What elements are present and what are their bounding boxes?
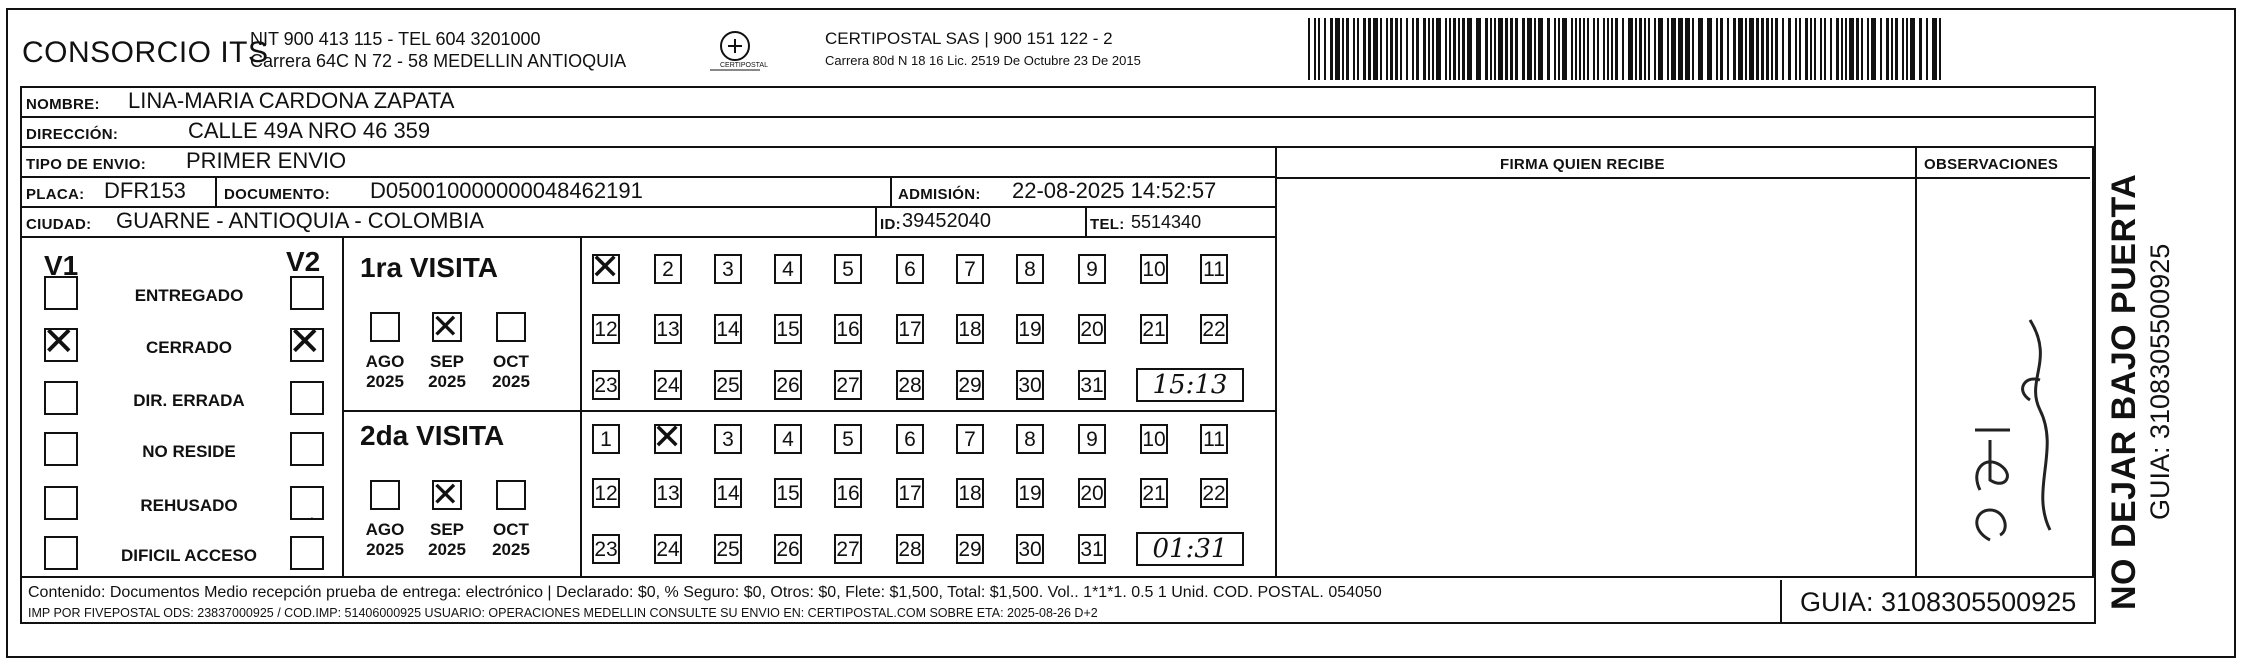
second-day-box[interactable]: 27 [834, 534, 862, 564]
second-day-box[interactable]: 15 [774, 478, 802, 508]
first-day-box[interactable]: 27 [834, 370, 862, 400]
second-day-box[interactable]: 7 [956, 424, 984, 454]
second-day-box[interactable]: 11 [1200, 424, 1228, 454]
check-x-icon: ✕ [288, 319, 322, 365]
first-day-box[interactable]: 9 [1078, 254, 1106, 284]
nombre-label: NOMBRE: [26, 96, 100, 113]
check-x-icon: ✕ [652, 417, 683, 458]
first-day-box[interactable]: 31 [1078, 370, 1106, 400]
first-day-box[interactable]: 26 [774, 370, 802, 400]
second-day-box[interactable]: 19 [1016, 478, 1044, 508]
second-month-checkbox[interactable] [496, 480, 526, 510]
footer-content: Contenido: Documentos Medio recepción prueba de entrega: electrónico | Declarado: $0, % Seguro: $0, Otros: $0, Flete: $1,500, Total: $1,500. Vol.. 1*1*1. 0.5 1 Unid. COD. POSTAL. 054050 [28, 584, 1382, 601]
second-day-box[interactable]: 22 [1200, 478, 1228, 508]
first-day-box[interactable]: 24 [654, 370, 682, 400]
second-day-box[interactable]: 25 [714, 534, 742, 564]
second-day-box[interactable]: 5 [834, 424, 862, 454]
first-day-box[interactable]: 12 [592, 314, 620, 344]
status-label: ENTREGADO [134, 286, 244, 305]
status-label: DIFICIL ACCESO [120, 546, 257, 565]
check-x-icon: ✕ [590, 247, 621, 288]
tel-value: 5514340 [1131, 212, 1202, 232]
first-month-label [484, 352, 538, 392]
first-month-checkbox[interactable] [431, 307, 462, 347]
second-day-box[interactable]: 30 [1016, 534, 1044, 564]
first-day-box[interactable]: 7 [956, 254, 984, 284]
first-day-box[interactable]: 13 [654, 314, 682, 344]
second-day-box[interactable]: 28 [896, 534, 924, 564]
nombre-value: LINA-MARIA CARDONA ZAPATA [128, 88, 455, 113]
v2-checkbox[interactable] [290, 276, 324, 310]
month-year: 2025 [428, 372, 466, 391]
cert-line-1: CERTIPOSTAL SAS | 900 151 122 - 2 [825, 29, 1113, 48]
first-day-box[interactable]: 30 [1016, 370, 1044, 400]
nit-line: NIT 900 413 115 - TEL 604 3201000 [250, 29, 541, 49]
first-day-box[interactable]: 8 [1016, 254, 1044, 284]
first-day-box[interactable]: 16 [834, 314, 862, 344]
first-day-box[interactable]: 29 [956, 370, 984, 400]
first-time-box: 15:13 [1136, 368, 1244, 402]
v1-checkbox[interactable] [44, 486, 78, 520]
month-name: AGO [365, 352, 405, 371]
tipo-value: PRIMER ENVIO [186, 148, 347, 173]
first-month-checkbox[interactable] [370, 312, 400, 342]
placa-label: PLACA: [26, 186, 85, 203]
first-day-box[interactable]: 15 [774, 314, 802, 344]
second-day-box[interactable]: 17 [896, 478, 924, 508]
second-day-box[interactable]: 6 [896, 424, 924, 454]
month-year: 2025 [366, 372, 404, 391]
v1-header: V1 [44, 250, 79, 281]
v2-header: V2 [286, 246, 321, 277]
v2-checkbox[interactable] [290, 536, 324, 570]
second-month-label [420, 520, 474, 560]
first-day-box[interactable]: 6 [896, 254, 924, 284]
month-name: SEP [429, 352, 465, 371]
side-guia: GUIA: 3108305500925 [2145, 243, 2175, 520]
second-month-label [358, 520, 412, 560]
second-time-box: 01:31 [1136, 532, 1244, 566]
footer-guia: GUIA: 3108305500925 [1780, 580, 2096, 624]
second-day-box[interactable]: 18 [956, 478, 984, 508]
direccion-value: CALLE 49A NRO 46 359 [188, 118, 431, 143]
second-month-checkbox[interactable] [370, 480, 400, 510]
second-day-box[interactable]: 4 [774, 424, 802, 454]
second-day-box[interactable]: 23 [592, 534, 620, 564]
second-day-box[interactable]: 14 [714, 478, 742, 508]
second-day-box[interactable]: 13 [654, 478, 682, 508]
documento-value: D050010000000048462191 [370, 178, 643, 203]
first-day-box[interactable] [590, 247, 621, 288]
first-visit-title: 1ra VISITA [360, 252, 498, 283]
month-year: 2025 [428, 540, 466, 559]
month-name: OCT [493, 520, 529, 539]
status-label: NO RESIDE [142, 442, 236, 461]
v1-checkbox[interactable] [44, 276, 78, 310]
v1-checkbox[interactable] [44, 432, 78, 466]
second-month-label [484, 520, 538, 560]
certipostal-info [825, 28, 1141, 72]
barcode [1308, 18, 1948, 80]
second-visit-title: 2da VISITA [360, 420, 505, 451]
company-name: CONSORCIO ITS [22, 36, 269, 69]
no-dejar-warning: NO DEJAR BAJO PUERTA [2105, 173, 2143, 610]
firma-header: FIRMA QUIEN RECIBE [1500, 156, 1665, 173]
second-day-box[interactable]: 24 [654, 534, 682, 564]
id-value: 39452040 [902, 210, 991, 232]
month-year: 2025 [492, 540, 530, 559]
first-day-box[interactable]: 2 [654, 254, 682, 284]
v2-checkbox[interactable] [288, 319, 324, 365]
status-label: CERRADO [146, 338, 232, 357]
second-day-box[interactable]: 21 [1140, 478, 1168, 508]
first-day-box[interactable]: 14 [714, 314, 742, 344]
second-day-box[interactable] [652, 417, 683, 458]
tipo-label: TIPO DE ENVIO: [26, 156, 147, 173]
first-day-box[interactable]: 18 [956, 314, 984, 344]
documento-label: DOCUMENTO: [224, 186, 331, 203]
second-day-box[interactable]: 3 [714, 424, 742, 454]
v1-checkbox[interactable] [42, 319, 78, 365]
month-name: SEP [429, 520, 465, 539]
first-day-box[interactable]: 20 [1078, 314, 1106, 344]
second-day-box[interactable]: 20 [1078, 478, 1106, 508]
cert-line-2: Carrera 80d N 18 16 Lic. 2519 De Octubre 23 De 2015 [825, 53, 1141, 68]
ciudad-value: GUARNE - ANTIOQUIA - COLOMBIA [116, 208, 484, 233]
first-month-label [358, 352, 412, 392]
first-day-box[interactable]: 22 [1200, 314, 1228, 344]
month-name: AGO [365, 520, 405, 539]
first-day-box[interactable]: 5 [834, 254, 862, 284]
tel-label: TEL: [1090, 216, 1125, 233]
v2-checkbox[interactable] [290, 486, 324, 520]
observation-handwriting [1930, 299, 2090, 300]
side-panel [2095, 100, 2240, 620]
second-day-box[interactable]: 29 [956, 534, 984, 564]
second-day-box[interactable]: 12 [592, 478, 620, 508]
status-label: REHUSADO [140, 496, 238, 515]
first-day-box[interactable]: 23 [592, 370, 620, 400]
dot-mark: . [310, 506, 314, 522]
first-day-box[interactable]: 17 [896, 314, 924, 344]
v2-checkbox[interactable] [290, 432, 324, 466]
first-day-box[interactable]: 21 [1140, 314, 1168, 344]
direccion-label: DIRECCIÓN: [26, 126, 119, 143]
v1-checkbox[interactable] [44, 536, 78, 570]
v2-checkbox[interactable] [290, 381, 324, 415]
second-day-box[interactable]: 9 [1078, 424, 1106, 454]
placa-value: DFR153 [104, 178, 186, 203]
second-day-box[interactable]: 31 [1078, 534, 1106, 564]
check-x-icon: ✕ [431, 307, 460, 347]
logo-text: CERTIPOSTAL [720, 62, 768, 69]
month-year: 2025 [492, 372, 530, 391]
status-label: DIR. ERRADA [133, 391, 245, 410]
first-day-box[interactable]: 28 [896, 370, 924, 400]
observaciones-header: OBSERVACIONES [1924, 156, 2059, 173]
month-name: OCT [493, 352, 529, 371]
month-year: 2025 [366, 540, 404, 559]
first-day-box[interactable]: 4 [774, 254, 802, 284]
first-day-box[interactable]: 25 [714, 370, 742, 400]
address-line: Carrera 64C N 72 - 58 MEDELLIN ANTIOQUIA [250, 51, 627, 71]
first-day-box[interactable]: 10 [1140, 254, 1168, 284]
first-month-checkbox[interactable] [496, 312, 526, 342]
second-day-box[interactable]: 1 [592, 424, 620, 454]
id-label: ID: [880, 216, 901, 233]
company-info [250, 28, 626, 72]
first-day-box[interactable]: 3 [714, 254, 742, 284]
v1-checkbox[interactable] [44, 381, 78, 415]
second-month-checkbox[interactable] [431, 475, 462, 515]
check-x-icon: ✕ [42, 319, 76, 365]
admision-value: 22-08-2025 14:52:57 [1012, 178, 1217, 203]
second-day-box[interactable]: 10 [1140, 424, 1168, 454]
first-day-box[interactable]: 11 [1200, 254, 1228, 284]
first-day-box[interactable]: 19 [1016, 314, 1044, 344]
check-x-icon: ✕ [431, 475, 460, 515]
second-day-box[interactable]: 8 [1016, 424, 1044, 454]
admision-label: ADMISIÓN: [898, 186, 981, 203]
second-day-box[interactable]: 16 [834, 478, 862, 508]
first-month-label [420, 352, 474, 392]
second-day-box[interactable]: 26 [774, 534, 802, 564]
footer-imp: IMP POR FIVEPOSTAL ODS: 23837000925 / COD.IMP: 51406000925 USUARIO: OPERACIONES MEDELLIN CONSULTE SU ENVIO EN: CERTIPOSTAL.COM SOBRE ETA: 2025-08-26 D+2 [28, 606, 1098, 620]
ciudad-label: CIUDAD: [26, 216, 92, 233]
